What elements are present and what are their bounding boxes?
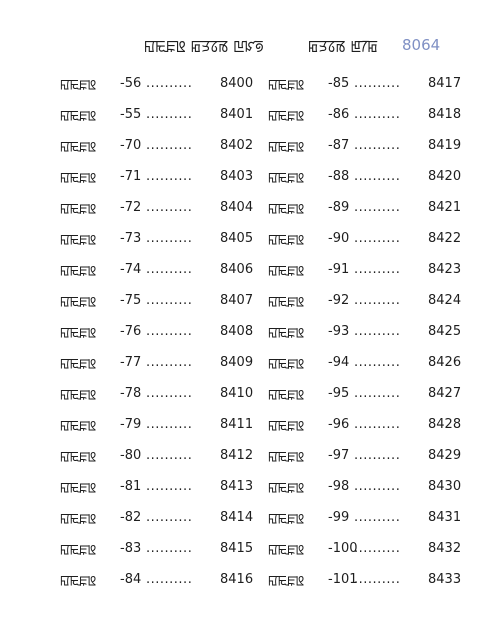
entry-number: -99 <box>328 510 350 525</box>
leader-dots: .......... <box>354 231 401 246</box>
entry-number: -79 <box>120 417 142 432</box>
leader-dots: .......... <box>146 572 193 587</box>
entry-number: -96 <box>328 417 350 432</box>
entry-label: ꡎꡩꡀꡬ <box>60 511 97 527</box>
entry-label: ꡎꡩꡀꡬ <box>268 170 305 186</box>
entry-label: ꡎꡩꡀꡬ <box>268 511 305 527</box>
entry-number: -100 <box>328 541 358 556</box>
index-entry <box>268 471 468 502</box>
entry-page-number: 8410 <box>220 386 254 401</box>
entry-page-number: 8402 <box>220 138 254 153</box>
leader-dots: .......... <box>354 417 401 432</box>
index-entry <box>60 192 260 223</box>
entry-page-number: 8433 <box>428 572 462 587</box>
entry-number: -70 <box>120 138 142 153</box>
index-entry <box>268 440 468 471</box>
index-entry <box>60 161 260 192</box>
leader-dots: .......... <box>354 541 401 556</box>
entry-label: ꡎꡩꡀꡬ <box>268 108 305 124</box>
page-header <box>0 36 494 58</box>
leader-dots: .......... <box>146 76 193 91</box>
entry-number: -86 <box>328 107 350 122</box>
index-entry <box>60 409 260 440</box>
index-entry <box>268 223 468 254</box>
entry-label: ꡎꡩꡀꡬ <box>268 139 305 155</box>
entry-number: -101 <box>328 572 358 587</box>
entry-label: ꡎꡩꡀꡬ <box>268 263 305 279</box>
leader-dots: .......... <box>354 479 401 494</box>
leader-dots: .......... <box>146 293 193 308</box>
entry-number: -80 <box>120 448 142 463</box>
entry-label: ꡎꡩꡀꡬ <box>60 139 97 155</box>
entry-page-number: 8428 <box>428 417 462 432</box>
index-entry <box>268 254 468 285</box>
entry-number: -83 <box>120 541 142 556</box>
index-entry <box>60 502 260 533</box>
entry-page-number: 8415 <box>220 541 254 556</box>
leader-dots: .......... <box>354 138 401 153</box>
leader-dots: .......... <box>146 262 193 277</box>
entry-label: ꡎꡩꡀꡬ <box>60 232 97 248</box>
leader-dots: .......... <box>354 76 401 91</box>
entry-page-number: 8412 <box>220 448 254 463</box>
index-entry <box>60 471 260 502</box>
entry-label: ꡎꡩꡀꡬ <box>268 387 305 403</box>
left-column <box>60 68 260 595</box>
leader-dots: .......... <box>354 200 401 215</box>
entry-label: ꡎꡩꡀꡬ <box>60 356 97 372</box>
entry-page-number: 8426 <box>428 355 462 370</box>
leader-dots: .......... <box>354 510 401 525</box>
entry-number: -93 <box>328 324 350 339</box>
entry-label: ꡎꡩꡀꡬ <box>268 480 305 496</box>
entry-number: -92 <box>328 293 350 308</box>
leader-dots: .......... <box>354 386 401 401</box>
entry-number: -98 <box>328 479 350 494</box>
index-entry <box>268 502 468 533</box>
entry-page-number: 8423 <box>428 262 462 277</box>
leader-dots: .......... <box>146 541 193 556</box>
entry-page-number: 8421 <box>428 200 462 215</box>
entry-page-number: 8409 <box>220 355 254 370</box>
entry-label: ꡎꡩꡀꡬ <box>60 542 97 558</box>
index-entry <box>268 68 468 99</box>
entry-label: ꡎꡩꡀꡬ <box>268 201 305 217</box>
entry-label: ꡎꡩꡀꡬ <box>60 418 97 434</box>
leader-dots: .......... <box>354 169 401 184</box>
entry-number: -97 <box>328 448 350 463</box>
entry-number: -84 <box>120 572 142 587</box>
entry-page-number: 8406 <box>220 262 254 277</box>
entry-label: ꡎꡩꡀꡬ <box>268 356 305 372</box>
entry-label: ꡎꡩꡀꡬ <box>268 418 305 434</box>
leader-dots: .......... <box>354 262 401 277</box>
page-subtitle: ꡂꡭꡞꡏ ꡁꡱꡂ <box>308 37 379 55</box>
entry-page-number: 8424 <box>428 293 462 308</box>
entry-page-number: 8431 <box>428 510 462 525</box>
entry-number: -75 <box>120 293 142 308</box>
leader-dots: .......... <box>354 107 401 122</box>
entry-page-number: 8403 <box>220 169 254 184</box>
index-entry <box>268 192 468 223</box>
entry-label: ꡎꡩꡀꡬ <box>60 294 97 310</box>
leader-dots: .......... <box>146 479 193 494</box>
index-entry <box>268 285 468 316</box>
index-entry <box>60 99 260 130</box>
entry-number: -87 <box>328 138 350 153</box>
leader-dots: .......... <box>146 200 193 215</box>
entry-number: -72 <box>120 200 142 215</box>
entry-number: -91 <box>328 262 350 277</box>
index-entry <box>268 378 468 409</box>
index-entry <box>268 130 468 161</box>
entry-page-number: 8416 <box>220 572 254 587</box>
entry-number: -85 <box>328 76 350 91</box>
leader-dots: .......... <box>146 169 193 184</box>
entry-number: -56 <box>120 76 142 91</box>
entry-number: -88 <box>328 169 350 184</box>
index-entry <box>60 316 260 347</box>
index-entry <box>268 533 468 564</box>
entry-label: ꡎꡩꡀꡬ <box>60 449 97 465</box>
index-entry <box>268 99 468 130</box>
entry-number: -76 <box>120 324 142 339</box>
entry-label: ꡎꡩꡀꡬ <box>268 77 305 93</box>
leader-dots: .......... <box>354 572 401 587</box>
entry-page-number: 8404 <box>220 200 254 215</box>
entry-number: -71 <box>120 169 142 184</box>
entry-label: ꡎꡩꡀꡬ <box>60 325 97 341</box>
entry-page-number: 8430 <box>428 479 462 494</box>
index-entry <box>60 564 260 595</box>
entry-label: ꡎꡩꡀꡬ <box>60 170 97 186</box>
leader-dots: .......... <box>146 324 193 339</box>
index-entry <box>60 378 260 409</box>
entry-label: ꡎꡩꡀꡬ <box>60 77 97 93</box>
leader-dots: .......... <box>146 386 193 401</box>
entry-label: ꡎꡩꡀꡬ <box>60 201 97 217</box>
entry-label: ꡎꡩꡀꡬ <box>60 387 97 403</box>
entry-page-number: 8413 <box>220 479 254 494</box>
entry-number: -81 <box>120 479 142 494</box>
entry-label: ꡎꡩꡀꡬ <box>60 480 97 496</box>
index-entry <box>60 440 260 471</box>
entry-page-number: 8400 <box>220 76 254 91</box>
page-title: ꡎꡩꡀꡬ ꡂꡭꡞꡏ ꡖꡜꡟ <box>144 37 264 55</box>
entry-page-number: 8425 <box>428 324 462 339</box>
entry-label: ꡎꡩꡀꡬ <box>60 108 97 124</box>
leader-dots: .......... <box>146 231 193 246</box>
entry-number: -74 <box>120 262 142 277</box>
leader-dots: .......... <box>354 324 401 339</box>
right-column <box>268 68 468 595</box>
index-entry <box>268 564 468 595</box>
entry-page-number: 8405 <box>220 231 254 246</box>
leader-dots: .......... <box>354 293 401 308</box>
leader-dots: .......... <box>146 355 193 370</box>
index-entry <box>60 347 260 378</box>
entry-number: -89 <box>328 200 350 215</box>
leader-dots: .......... <box>354 448 401 463</box>
entry-number: -95 <box>328 386 350 401</box>
entry-number: -77 <box>120 355 142 370</box>
index-entry <box>60 68 260 99</box>
entry-page-number: 8407 <box>220 293 254 308</box>
page-number: 8064 <box>402 36 441 54</box>
leader-dots: .......... <box>146 448 193 463</box>
entry-number: -55 <box>120 107 142 122</box>
leader-dots: .......... <box>354 355 401 370</box>
entry-number: -73 <box>120 231 142 246</box>
entry-number: -78 <box>120 386 142 401</box>
entry-label: ꡎꡩꡀꡬ <box>60 263 97 279</box>
leader-dots: .......... <box>146 138 193 153</box>
index-entry <box>268 316 468 347</box>
entry-page-number: 8408 <box>220 324 254 339</box>
index-entry <box>60 130 260 161</box>
entry-page-number: 8429 <box>428 448 462 463</box>
index-entry <box>60 223 260 254</box>
entry-number: -82 <box>120 510 142 525</box>
entry-page-number: 8411 <box>220 417 254 432</box>
entry-page-number: 8401 <box>220 107 254 122</box>
index-entry <box>268 161 468 192</box>
index-entry <box>60 533 260 564</box>
entry-label: ꡎꡩꡀꡬ <box>60 573 97 589</box>
entry-page-number: 8417 <box>428 76 462 91</box>
index-entry <box>268 409 468 440</box>
index-entry <box>60 254 260 285</box>
entry-page-number: 8419 <box>428 138 462 153</box>
entry-number: -90 <box>328 231 350 246</box>
index-entry <box>268 347 468 378</box>
entry-page-number: 8414 <box>220 510 254 525</box>
entry-page-number: 8418 <box>428 107 462 122</box>
entry-page-number: 8420 <box>428 169 462 184</box>
leader-dots: .......... <box>146 417 193 432</box>
entry-page-number: 8422 <box>428 231 462 246</box>
entry-label: ꡎꡩꡀꡬ <box>268 573 305 589</box>
entry-page-number: 8427 <box>428 386 462 401</box>
entry-label: ꡎꡩꡀꡬ <box>268 325 305 341</box>
leader-dots: .......... <box>146 107 193 122</box>
entry-label: ꡎꡩꡀꡬ <box>268 449 305 465</box>
entry-label: ꡎꡩꡀꡬ <box>268 542 305 558</box>
entry-number: -94 <box>328 355 350 370</box>
leader-dots: .......... <box>146 510 193 525</box>
entry-label: ꡎꡩꡀꡬ <box>268 294 305 310</box>
index-entry <box>60 285 260 316</box>
entry-page-number: 8432 <box>428 541 462 556</box>
entry-label: ꡎꡩꡀꡬ <box>268 232 305 248</box>
